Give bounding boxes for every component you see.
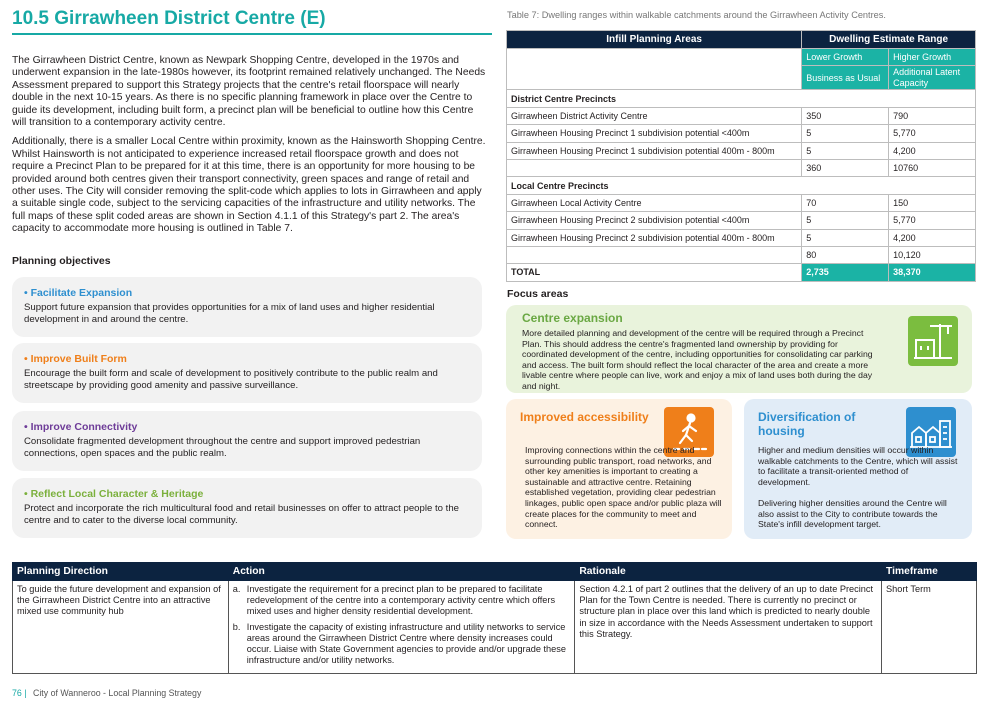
action-marker: a. (232, 584, 241, 594)
area-cell: Girrawheen Housing Precinct 2 subdivision potential <400m (507, 212, 802, 229)
higher-cell: 5,770 (889, 212, 976, 229)
focus-title: Centre expansion (522, 311, 623, 325)
dwelling-table (506, 30, 976, 282)
total-label: TOTAL (507, 264, 802, 281)
title-divider (12, 33, 492, 35)
area-cell: Girrawheen Housing Precinct 1 subdivision potential <400m (507, 125, 802, 142)
objective-title: • Improve Built Form (24, 353, 127, 365)
page-footer (12, 688, 201, 698)
planning-direction-table (12, 562, 977, 674)
higher-cell: 4,200 (889, 142, 976, 159)
document-name: City of Wanneroo - Local Planning Strategy (32, 688, 202, 698)
lower-cell: 350 (802, 107, 889, 124)
direction-header-row (13, 563, 977, 581)
total-row (507, 264, 976, 281)
higher-cell: 4,200 (889, 229, 976, 246)
focus-heading: Focus areas (507, 288, 569, 300)
area-cell: Girrawheen District Activity Centre (507, 107, 802, 124)
col-header-estimate: Dwelling Estimate Range (802, 31, 976, 49)
section-heading: District Centre Precincts (507, 90, 976, 107)
objective-text: Consolidate fragmented development throughout the centre and support improved pedestrian connections, open spaces and the public realm. (24, 436, 421, 459)
objective-text: Support future expansion that provides opportunities for a mix of land uses and higher residential development in and around the centre. (24, 302, 435, 325)
section-row (507, 177, 976, 194)
focus-card-accessibility (506, 399, 732, 539)
higher-cell: 10760 (889, 159, 976, 176)
sub-header-bau: Business as Usual (802, 66, 889, 90)
table-row (507, 125, 976, 142)
sub-header-lower: Lower Growth (802, 49, 889, 66)
objective-text: Protect and incorporate the rich multicultural food and retail businesses on offer to attract people to the centre and to cater to the diverse local community. (24, 503, 459, 526)
higher-cell: 790 (889, 107, 976, 124)
table-row (507, 107, 976, 124)
action-marker: b. (232, 621, 241, 632)
table-subheader-row (507, 49, 976, 66)
timeframe-cell: Short Term (882, 581, 977, 674)
direction-row (13, 581, 977, 674)
lower-cell: 70 (802, 194, 889, 211)
table-caption: Table 7: Dwelling ranges within walkable catchments around the Girrawheen Activity Centres. (507, 10, 886, 20)
higher-cell: 5,770 (889, 125, 976, 142)
focus-text: More detailed planning and development of the centre will be required through a Precinct Plan. This should address the centre's fragmented land ownership by providing for coordinated development of the centre, including opportunities for consolidating car parking and access. The built form should reflect the local character of the area and create a more livable centre where people can live, work and enjoy a mix of land uses both during the day and night. (522, 328, 873, 391)
sub-header-higher: Higher Growth (889, 49, 976, 66)
higher-cell: 150 (889, 194, 976, 211)
area-cell: Girrawheen Housing Precinct 2 subdivision potential 400m - 800m (507, 229, 802, 246)
objective-text: Encourage the built form and scale of development to positively contribute to the public realm and streetscape by providing good amenity and passive surveillance. (24, 368, 438, 391)
action-item (233, 622, 571, 667)
col-header-area: Infill Planning Areas (507, 31, 802, 49)
lower-cell: 80 (802, 246, 889, 263)
lower-cell: 5 (802, 142, 889, 159)
area-cell (507, 246, 802, 263)
objective-card (12, 277, 482, 337)
focus-card-centre-expansion (506, 305, 972, 393)
objective-title: • Reflect Local Character & Heritage (24, 488, 204, 500)
section-heading: Local Centre Precincts (507, 177, 976, 194)
focus-text: Improving connections within the centre and surrounding public transport, road networks, and other key amenities is important to creating a sustainable and attractive centre. Retaining established vegetation, providing clear pedestrian linkages, public open space and/or public plaza will create places for the community to meet and connect. (525, 445, 722, 530)
objectives-heading: Planning objectives (12, 255, 111, 267)
action-text: Investigate the capacity of existing infrastructure and utility networks to service areas around the Girrawheen District Centre where density increases could occur. Liaise with State Government agencies to provide and/or upgrade these infrastructure and/or utility networks. (246, 621, 566, 666)
focus-text: Delivering higher densities around the Centre will also assist to the City to contribute towards the State's infill development target. (758, 498, 947, 530)
table-row (507, 212, 976, 229)
empty-cell (507, 49, 802, 90)
header-action: Action (228, 563, 575, 581)
total-lower: 2,735 (802, 264, 889, 281)
area-cell: Girrawheen Housing Precinct 1 subdivision potential 400m - 800m (507, 142, 802, 159)
lower-cell: 5 (802, 125, 889, 142)
intro-text (12, 55, 490, 243)
table-row (507, 194, 976, 211)
objective-title: • Facilitate Expansion (24, 287, 133, 299)
objective-card (12, 478, 482, 538)
section-row (507, 90, 976, 107)
header-rationale: Rationale (575, 563, 882, 581)
objective-title: • Improve Connectivity (24, 421, 138, 433)
crane-building-icon (908, 316, 958, 366)
table-row (507, 229, 976, 246)
objective-card (12, 343, 482, 403)
page-title: 10.5 Girrawheen District Centre (E) (12, 8, 326, 29)
focus-title: Diversification of housing (758, 410, 856, 438)
direction-cell: To guide the future development and expansion of the Girrawheen District Centre into an attractive mixed use community hub (13, 581, 229, 674)
rationale-cell: Section 4.2.1 of part 2 outlines that the delivery of an up to date Precinct Plan for the Town Centre is needed. There is currently no precinct or structure plan in place over this land which is predicted to nearly double in size in accordance with the Needs Assessment undertaken to support this Strategy. (575, 581, 882, 674)
lower-cell: 5 (802, 229, 889, 246)
lower-cell: 5 (802, 212, 889, 229)
objective-card (12, 411, 482, 471)
subtotal-row (507, 246, 976, 263)
lower-cell: 360 (802, 159, 889, 176)
total-higher: 38,370 (889, 264, 976, 281)
focus-title: Improved accessibility (520, 410, 649, 424)
header-planning-direction: Planning Direction (13, 563, 229, 581)
higher-cell: 10,120 (889, 246, 976, 263)
action-item (233, 584, 571, 618)
focus-text: Higher and medium densities will occur within walkable catchments to the Centre, which will assist to facilitate a transit-oriented method of development. (758, 445, 958, 487)
area-cell: Girrawheen Local Activity Centre (507, 194, 802, 211)
table-row (507, 142, 976, 159)
table-header-row (507, 31, 976, 49)
intro-paragraph-1: The Girrawheen District Centre, known as Newpark Shopping Centre, developed in the 1970s and underwent expansion in the late-1980s however, its footprint remained relatively unchanged. The Needs Assessment prepared to support this Strategy projects that the centre's retail floorspace will nearly double in the next 10-15 years. As there is no specific planning framework in place over the Centre to guide its development, including built form, a precinct plan will be beneficial to outline how this Centre will transition to a contemporary activity centre. (12, 55, 486, 129)
header-timeframe: Timeframe (882, 563, 977, 581)
sub-header-latent: Additional Latent Capacity (889, 66, 976, 90)
subtotal-row (507, 159, 976, 176)
focus-card-housing (744, 399, 972, 539)
action-text: Investigate the requirement for a precinct plan to be prepared to facilitate redevelopment of the centre into a contemporary activity centre which offers mixed uses and higher density residential development. (246, 584, 556, 617)
intro-paragraph-2: Additionally, there is a smaller Local Centre within proximity, known as the Hainsworth Shopping Centre. Whilst Hainsworth is not anticipated to experience increased retail floorspace growth and does not require a Precinct Plan to be prepared for it at this time, there is an opportunity for more housing to be provided around both centres given their transport connectivity, green spaces and range of retail and other uses. The City will consider removing the split-code which applies to lots in Girrawheen and apply a suitable single code, subject to the servicing capacities of the infrastructure and utility networks. The full maps of these split coded areas are shown in Section 4.1.1 of this Strategy's part 2. The area's capacity to accommodate more housing is outlined in Table 7. (12, 136, 486, 235)
action-cell (228, 581, 575, 674)
page-number: 76 | (12, 688, 27, 698)
area-cell (507, 159, 802, 176)
